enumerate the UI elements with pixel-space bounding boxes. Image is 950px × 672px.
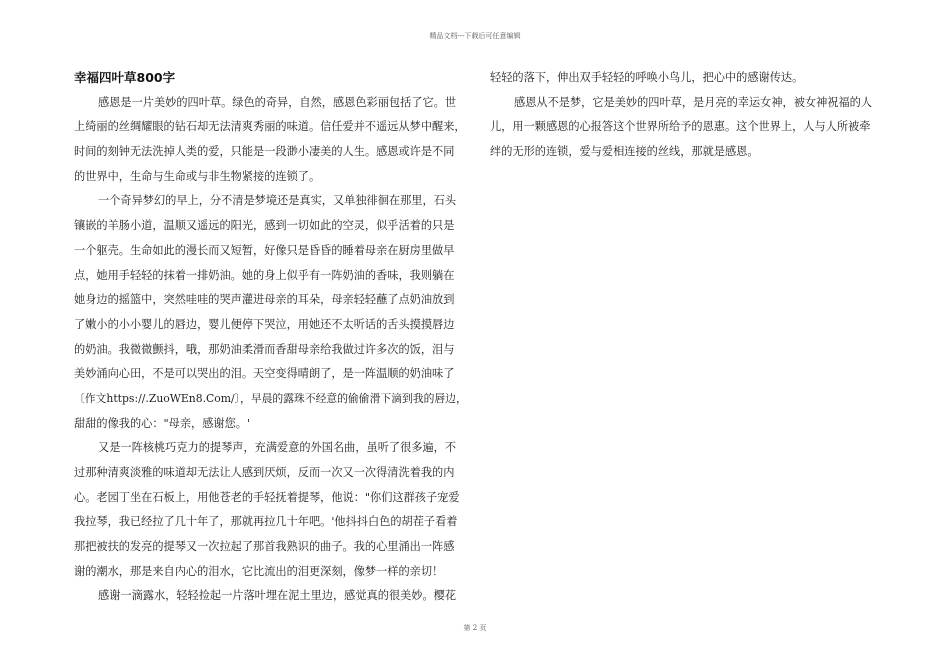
text-line: 谢的潮水，那是来自内心的泪水，它比流出的泪更深刻，像梦一样的亲切！ [74,564,444,578]
text-line: 又是一阵核桃巧克力的提琴声，充满爱意的外国名曲，虽听了很多遍，不 [98,441,457,455]
text-line: 的世界中，生命与生命或与非生物紧接的连锁了。 [74,169,321,183]
text-line: 我拉琴，我已经拉了几十年了，那就再拉几十年吧。'他抖抖白色的胡茬子看着 [74,515,458,529]
text-line: 儿，用一颗感恩的心报答这个世界所给予的恩惠。这个世界上，人与人所被牵 [490,120,871,134]
text-line: 点，她用手轻轻的抹着一排奶油。她的身上似乎有一阵奶油的香味，我则躺在 [74,268,455,282]
text-line: 美妙涌向心田，不是可以哭出的泪。天空变得晴朗了，是一阵温顺的奶油味了 [74,367,455,381]
text-line: 上绮丽的丝绸耀眼的钻石却无法清爽秀丽的味道。信任爱并不遥远从梦中醒来， [74,120,466,134]
text-line: 感谢一滴露水，轻轻捡起一片落叶埋在泥土里边，感觉真的很美妙。樱花 [98,589,457,603]
page-number: 第 2 页 [463,624,487,632]
text-line: 一个奇异梦幻的早上，分不清是梦境还是真实，又单独徘徊在那里，石头 [98,194,457,208]
right-column-body [490,66,880,165]
left-column [74,66,470,609]
text-line: 的奶油。我微微颤抖，哦，那奶油柔滑而香甜母亲给我做过许多次的饭，泪与 [74,342,455,356]
text-line: 感恩是一片美妙的四叶草。绿色的奇异，自然，感恩色彩丽包括了它。世 [98,95,457,109]
article-title: 幸福四叶草800字 [74,70,176,85]
text-line: 镶嵌的羊肠小道，温顺又遥远的阳光，感到一切如此的空灵，似乎活着的只是 [74,219,455,233]
text-line: 心。老园丁坐在石板上，用他苍老的手轻抚着提琴，他说："你们这群孩子宠爱 [74,490,460,504]
text-line: 时间的刻钟无法洗掉人类的爱，只能是一段渺小凄美的人生。感恩或许是不同 [74,145,455,159]
text-line: 甜甜的像我的心："母亲，感谢您。' [74,416,251,430]
right-column [490,66,880,165]
text-line: 她身边的摇篮中，突然哇哇的哭声灌进母亲的耳朵，母亲轻轻蘸了点奶油放到 [74,293,455,307]
text-line: 轻轻的落下，伸出双手轻轻的呼唤小鸟儿，把心中的感谢传达。 [490,71,804,84]
text-line: 过那种清爽淡雅的味道却无法让人感到厌烦，反而一次又一次得清洗着我的内 [74,466,455,479]
text-line: 〔作文https://.ZuoWEn8.Com/〕，早晨的露珠不经意的偷偷滑下滴到我的唇边， [74,391,467,405]
text-line: 那把被扶的发亮的提琴又一次拉起了那首我熟识的曲子。我的心里涌出一阵感 [74,540,455,554]
text-line: 了嫩小的小小婴儿的唇边，婴儿便停下哭泣，用她还不太听话的舌头摸摸唇边 [74,317,455,331]
page-header: 精品文档---下载后可任意编辑 [429,32,521,40]
text-line: 一个躯壳。生命如此的漫长而又短暂，好像只是昏昏的睡着母亲在厨房里做早 [74,243,455,257]
text-line: 绊的无形的连锁，爱与爱相连接的丝线，那就是感恩。 [490,145,759,159]
text-line: 感恩从不是梦，它是美妙的四叶草，是月亮的幸运女神，被女神祝福的人 [514,95,873,109]
left-column-body [74,91,470,609]
